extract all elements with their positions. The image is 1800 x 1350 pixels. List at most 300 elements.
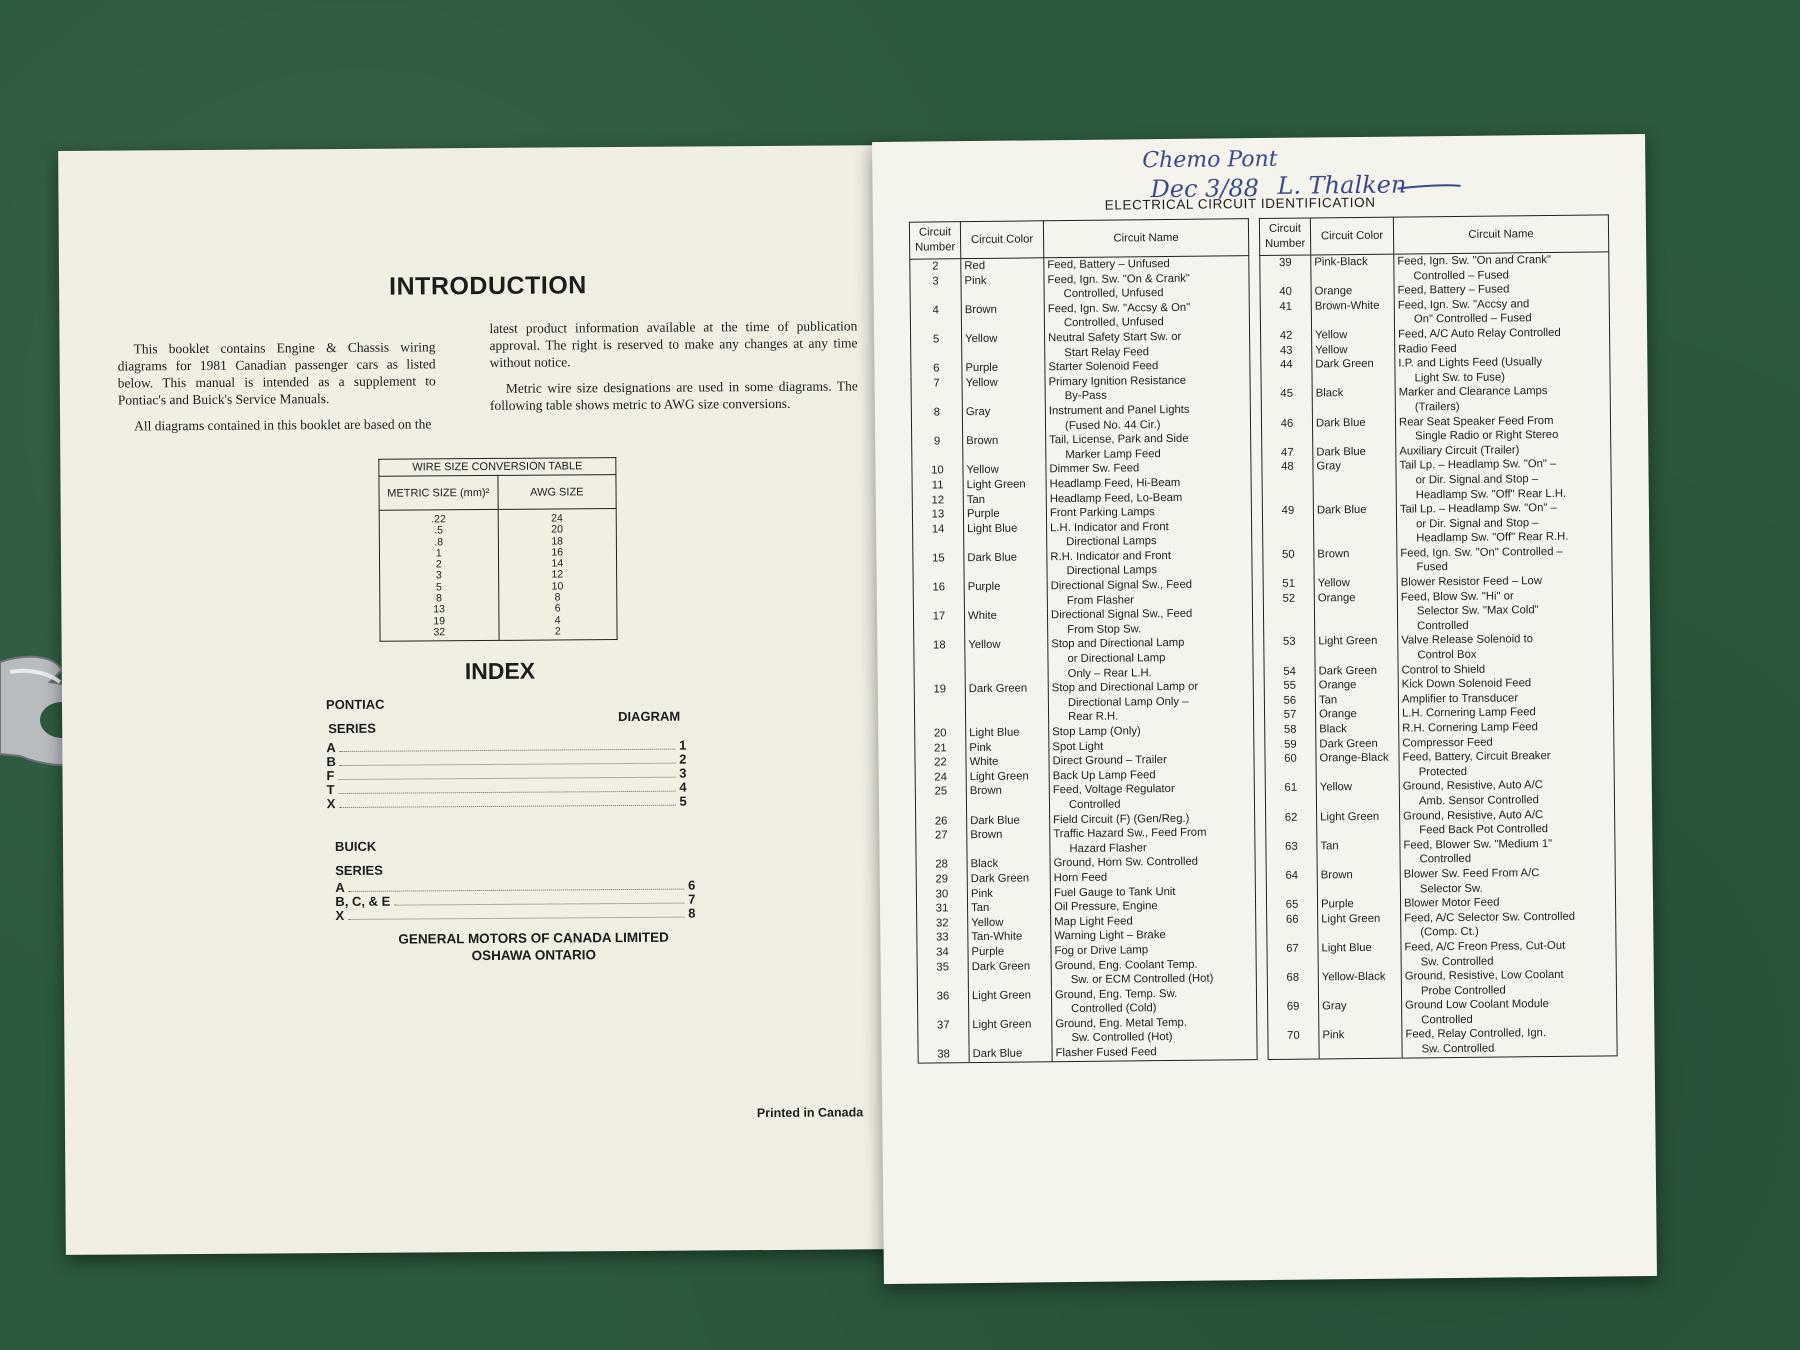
- circuit-color: Gray: [1313, 459, 1396, 504]
- circuit-name-line: Headlamp Sw. "Off" Rear R.H.: [1416, 531, 1569, 545]
- circuit-number: 68: [1267, 971, 1318, 1001]
- circuit-name-line: Ground, Resistive, Low Coolant: [1404, 968, 1564, 983]
- circuit-number: 9: [912, 434, 963, 464]
- circuit-number: 50: [1263, 547, 1314, 577]
- circuit-name-line: Headlamp Feed, Hi-Beam: [1049, 476, 1181, 491]
- circuit-table-left: [909, 218, 1258, 1063]
- circuit-name-line: I.P. and Lights Feed (Usually: [1398, 356, 1543, 370]
- metric-size-header: METRIC SIZE (mm)²: [379, 475, 498, 510]
- circuit-name-line: Ground, Eng. Temp. Sw.: [1054, 987, 1178, 1001]
- wire-size-value: 32: [433, 626, 446, 639]
- wire-size-value: 8: [436, 592, 443, 605]
- circuit-number: 66: [1267, 912, 1318, 942]
- circuit-color: Black: [1312, 386, 1395, 416]
- circuit-name-line: Directional Lamps: [1066, 535, 1157, 549]
- svg-text:L. Thalken: L. Thalken: [1277, 170, 1407, 200]
- wire-size-value: 1: [435, 547, 442, 560]
- publisher-city: OSHAWA ONTARIO: [471, 947, 597, 964]
- circuit-number: 56: [1264, 693, 1315, 708]
- circuit-color-header: Circuit Color: [960, 221, 1043, 259]
- index-series: B: [326, 754, 336, 770]
- circuit-number: 3: [910, 274, 961, 304]
- circuit-name: [1400, 836, 1615, 867]
- table-row: [1263, 544, 1612, 577]
- circuit-name-line: Feed, A/C Auto Relay Controlled: [1398, 326, 1561, 341]
- circuit-name-line: Feed, Ign. Sw. "On & Crank": [1047, 272, 1190, 286]
- circuit-name-line: Protected: [1418, 765, 1468, 779]
- wire-size-value: 20: [551, 523, 563, 536]
- table-row: [914, 636, 1253, 683]
- table-row: [913, 519, 1252, 552]
- wire-size-value: 8: [554, 591, 561, 604]
- circuit-name: [1395, 355, 1610, 386]
- circuit-name: [1046, 431, 1251, 462]
- circuit-number: 32: [917, 916, 968, 931]
- index-series: F: [326, 768, 335, 784]
- circuit-number: 40: [1260, 285, 1311, 300]
- circuit-color: Yellow: [1312, 342, 1395, 357]
- index-diagram-number: 5: [679, 793, 687, 809]
- circuit-number: 10: [912, 463, 963, 478]
- circuit-number: 8: [911, 405, 962, 435]
- circuit-name: [1049, 781, 1254, 812]
- intro-text-col1: [117, 338, 436, 443]
- table-row: [910, 300, 1249, 333]
- circuit-name-line: Controlled (Cold): [1071, 1002, 1157, 1016]
- circuit-name-line: Ground, Horn Sw. Controlled: [1053, 856, 1199, 870]
- circuit-name-line: Stop and Directional Lamp: [1051, 637, 1185, 651]
- circuit-color: Tan: [967, 900, 1050, 915]
- circuit-name-line: Directional Signal Sw., Feed: [1050, 578, 1193, 593]
- svg-text:Dec 3/88: Dec 3/88: [1150, 174, 1260, 204]
- wire-size-value: 12: [551, 568, 564, 582]
- circuit-color: Light Green: [968, 988, 1051, 1018]
- intro-paragraph: latest product information available at the time of publication approval. The right is reserved to make any changes at any time without notice.: [489, 318, 858, 370]
- circuit-name-line: Controlled: [1421, 1013, 1473, 1027]
- circuit-color: Dark Green: [965, 681, 1048, 726]
- circuit-color: White: [964, 609, 1047, 639]
- table-row: [1268, 997, 1617, 1030]
- circuit-color: Pink: [1319, 1028, 1402, 1059]
- circuit-name-line: Spot Light: [1052, 740, 1104, 753]
- circuit-number: 30: [916, 887, 967, 902]
- circuit-color: Tan: [1315, 692, 1398, 707]
- circuit-name-line: Warning Light – Brake: [1054, 929, 1166, 943]
- index-diagram-number: 4: [679, 779, 687, 795]
- circuit-color: Orange: [1315, 707, 1398, 722]
- circuit-color: Dark Green: [968, 959, 1051, 989]
- index-series: X: [335, 907, 345, 924]
- circuit-color: Light Blue: [1318, 940, 1401, 970]
- circuit-name-line: On" Controlled – Fused: [1413, 312, 1532, 326]
- circuit-color: Dark Green: [967, 871, 1050, 886]
- circuit-number: 42: [1261, 328, 1312, 343]
- circuit-color: Dark Green: [1315, 663, 1398, 678]
- circuit-number: 37: [918, 1018, 969, 1048]
- circuit-name: [1048, 636, 1253, 682]
- table-row: [1260, 252, 1609, 285]
- circuit-name-line: Tail Lp. – Headlamp Sw. "On" –: [1399, 502, 1557, 516]
- circuit-name-line: Control Box: [1417, 648, 1477, 662]
- circuit-name-line: Tail Lp. – Headlamp Sw. "On" –: [1399, 458, 1557, 472]
- circuit-color: Dark Blue: [1312, 415, 1395, 445]
- svg-text:Chemo Pont: Chemo Pont: [1142, 146, 1278, 174]
- circuit-name-line: Headlamp Sw. "Off" Rear L.H.: [1415, 487, 1567, 501]
- wire-size-value: 2: [554, 625, 561, 638]
- circuit-name: [1396, 500, 1611, 546]
- circuit-color: Dark Blue: [1313, 503, 1396, 548]
- circuit-name-line: Blower Resistor Feed – Low: [1400, 575, 1543, 589]
- circuit-name-line: By-Pass: [1064, 389, 1107, 403]
- circuit-number: 45: [1261, 387, 1312, 417]
- circuit-color: Purple: [964, 579, 1047, 609]
- circuit-name-line: Controlled, Unfused: [1063, 287, 1164, 301]
- circuit-name-line: Sw. Controlled (Hot): [1071, 1031, 1173, 1045]
- circuit-name-line: Probe Controlled: [1420, 984, 1506, 998]
- circuit-color: Brown-White: [1311, 298, 1394, 328]
- table-row: [1266, 807, 1615, 840]
- circuit-color: Orange: [1315, 678, 1398, 693]
- wire-size-value: 24: [551, 512, 563, 525]
- circuit-color: Dark Blue: [967, 813, 1050, 828]
- buick-series-label: SERIES: [335, 862, 383, 879]
- circuit-number: 55: [1264, 679, 1315, 694]
- wire-size-value: 6: [554, 602, 561, 615]
- circuit-color: Light Green: [1315, 634, 1398, 664]
- circuit-color: Orange: [1311, 284, 1394, 299]
- circuit-color: Yellow: [963, 463, 1046, 478]
- circuit-table-right: [1259, 214, 1618, 1059]
- metric-values: [379, 509, 498, 641]
- leader-dots: [348, 917, 684, 920]
- circuit-color: Black: [967, 857, 1050, 872]
- circuit-color: Tan-White: [968, 930, 1051, 945]
- circuit-name-line: Feed, Battery – Fused: [1397, 283, 1510, 297]
- circuit-name-line: Selector Sw.: [1419, 882, 1483, 895]
- page-title: ELECTRICAL CIRCUIT IDENTIFICATION: [1104, 194, 1376, 213]
- table-row: [1261, 384, 1610, 417]
- wire-size-value: 10: [551, 580, 564, 593]
- circuit-color: Brown: [961, 302, 1044, 332]
- circuit-number: 25: [915, 785, 966, 815]
- circuit-name-line: Kick Down Solenoid Feed: [1401, 677, 1532, 691]
- circuit-name-line: Flasher Fused Feed: [1055, 1046, 1157, 1060]
- circuit-number: 19: [914, 682, 965, 726]
- pontiac-series-label: SERIES: [328, 720, 376, 737]
- circuit-name: [1051, 986, 1256, 1017]
- circuit-name-line: Feed, A/C Freon Press, Cut-Out: [1404, 939, 1566, 954]
- circuit-color: Light Blue: [964, 521, 1047, 551]
- table-row: [1267, 967, 1616, 1000]
- circuit-name: [1045, 329, 1250, 360]
- circuit-name-line: Ground, Eng. Coolant Temp.: [1054, 958, 1198, 972]
- circuit-name-line: Feed Back Pot Controlled: [1419, 823, 1549, 837]
- table-row: [1268, 1026, 1617, 1059]
- circuit-name: [1402, 1026, 1617, 1058]
- circuit-color: Brown: [1317, 868, 1400, 898]
- circuit-color: Light Green: [1317, 809, 1400, 839]
- circuit-color: Pink-Black: [1311, 254, 1394, 285]
- circuit-name-line: Rear Seat Speaker Feed From: [1398, 414, 1554, 429]
- circuit-color: White: [966, 754, 1049, 769]
- circuit-color: Red: [961, 258, 1044, 274]
- circuit-color: Orange-Black: [1316, 751, 1399, 781]
- circuit-name: [1047, 548, 1252, 579]
- circuit-number: 22: [915, 755, 966, 770]
- intro-paragraph: All diagrams contained in this booklet are based on the: [134, 416, 432, 434]
- circuit-name-line: Only – Rear L.H.: [1067, 666, 1152, 680]
- circuit-name: [1398, 632, 1613, 663]
- circuit-name: [1044, 300, 1249, 331]
- circuit-name: [1047, 577, 1252, 608]
- circuit-name-line: Feed, Relay Controlled, Ign.: [1405, 1027, 1547, 1042]
- circuit-number: 4: [910, 303, 961, 333]
- circuit-number: 54: [1264, 664, 1315, 679]
- circuit-name: [1397, 588, 1612, 634]
- circuit-name-line: Directional Signal Sw., Feed: [1050, 608, 1193, 622]
- table-row: [1266, 865, 1615, 898]
- circuit-number: 62: [1266, 810, 1317, 840]
- publisher-name: GENERAL MOTORS OF CANADA LIMITED: [398, 929, 669, 947]
- circuit-number: 39: [1260, 255, 1311, 285]
- circuit-name: [1394, 296, 1609, 327]
- table-row: [1267, 909, 1616, 942]
- circuit-number: 14: [913, 522, 964, 552]
- circuit-name-line: Stop Lamp (Only): [1052, 725, 1141, 739]
- circuit-color: Purple: [962, 360, 1045, 375]
- circuit-name-line: Control to Shield: [1401, 663, 1486, 677]
- circuit-color: Yellow: [1316, 780, 1399, 810]
- circuit-name: [1395, 384, 1610, 415]
- circuit-number: 26: [916, 814, 967, 829]
- circuit-name-line: Directional Lamps: [1066, 564, 1158, 578]
- intro-paragraph: Metric wire size designations are used in some diagrams. The following table shows metric to AWG size conversions.: [489, 378, 858, 413]
- circuit-color: Gray: [1319, 999, 1402, 1029]
- circuit-name-line: Amplifier to Transducer: [1401, 692, 1519, 706]
- circuit-name-line: Feed, Blow Sw. "Hi" or: [1400, 590, 1514, 604]
- circuit-name-line: Dimmer Sw. Feed: [1049, 462, 1140, 476]
- circuit-number: 16: [913, 580, 964, 610]
- circuit-name-line: Compressor Feed: [1402, 736, 1493, 750]
- circuit-number: 20: [915, 726, 966, 741]
- circuit-name-line: Feed, Battery, Circuit Breaker: [1402, 750, 1551, 764]
- index-series: T: [326, 782, 335, 798]
- circuit-name-line: Front Parking Lamps: [1049, 506, 1155, 520]
- circuit-number: 29: [916, 872, 967, 887]
- circuit-name-line: (Fused No. 44 Cir.): [1064, 418, 1161, 432]
- circuit-name-line: Field Circuit (F) (Gen/Reg.): [1053, 812, 1190, 826]
- circuit-name-line: Tail, License, Park and Side: [1049, 432, 1189, 447]
- circuit-number: 27: [916, 828, 967, 858]
- circuit-color: Purple: [963, 506, 1046, 521]
- awg-values: [498, 509, 617, 641]
- circuit-number: 7: [911, 376, 962, 406]
- circuit-number: 15: [913, 551, 964, 581]
- circuit-color: Tan: [963, 492, 1046, 507]
- circuit-color: Dark Blue: [1313, 444, 1396, 459]
- circuit-number: 61: [1265, 781, 1316, 811]
- table-row: [1262, 500, 1611, 547]
- circuit-name-line: Controlled: [1068, 798, 1121, 812]
- circuit-name-line: Amb. Sensor Controlled: [1418, 794, 1539, 808]
- table-row: [1265, 749, 1614, 782]
- circuit-name-line: Controlled: [1419, 853, 1472, 866]
- circuit-name-line: Ground, Resistive, Auto A/C: [1402, 779, 1543, 793]
- wire-table-title: WIRE SIZE CONVERSION TABLE: [379, 458, 616, 477]
- circuit-number-header: Circuit Number: [909, 222, 960, 260]
- circuit-name-line: or Dir. Signal and Stop –: [1415, 473, 1539, 487]
- printed-in-canada: Printed in Canada: [756, 1105, 864, 1121]
- circuit-number: 36: [917, 989, 968, 1019]
- circuit-name-line: Map Light Feed: [1054, 915, 1133, 928]
- circuit-color-header: Circuit Color: [1310, 217, 1393, 255]
- table-row: [913, 548, 1252, 581]
- awg-size-header: AWG SIZE: [497, 475, 616, 510]
- table-row: [1267, 938, 1616, 971]
- circuit-number: 44: [1261, 358, 1312, 388]
- index-diagram-number: 6: [688, 877, 696, 893]
- circuit-name-line: Feed, Blower Sw. "Medium 1": [1403, 837, 1553, 852]
- circuit-number: 64: [1266, 868, 1317, 898]
- circuit-name-line: Instrument and Panel Lights: [1048, 403, 1190, 418]
- leader-dots: [339, 805, 675, 808]
- circuit-name: [1395, 413, 1610, 444]
- circuit-name-line: From Flasher: [1066, 594, 1135, 607]
- circuit-name-line: Directional Lamp Only –: [1067, 695, 1189, 709]
- circuit-color: Brown: [966, 784, 1049, 814]
- index-series: A: [326, 740, 336, 756]
- wire-size-value: 5: [435, 581, 442, 594]
- table-row: [918, 1015, 1257, 1048]
- table-row: [1262, 457, 1611, 504]
- circuit-number: 35: [917, 960, 968, 990]
- circuit-name-line: Horn Feed: [1053, 871, 1108, 885]
- circuit-name-line: Back Up Lamp Feed: [1052, 768, 1156, 783]
- circuit-name-line: Ground Low Coolant Module: [1405, 998, 1549, 1012]
- circuit-color: Yellow: [962, 375, 1045, 405]
- circuit-name-line: L.H. Cornering Lamp Feed: [1401, 706, 1536, 720]
- circuit-number: 43: [1261, 343, 1312, 358]
- circuit-name-line: Fog or Drive Lamp: [1054, 944, 1149, 958]
- circuit-number: 24: [915, 770, 966, 785]
- circuit-name-line: or Directional Lamp: [1067, 652, 1166, 666]
- circuit-color: Pink: [967, 886, 1050, 901]
- index-diagram-number: 3: [679, 765, 687, 781]
- wire-size-value: 19: [433, 614, 446, 628]
- circuit-number: 34: [917, 945, 968, 960]
- circuit-name-line: Starter Solenoid Feed: [1048, 360, 1159, 374]
- index-row: [327, 793, 687, 812]
- circuit-color: Dark Green: [1316, 736, 1399, 751]
- index-diagram-number: 2: [679, 751, 687, 767]
- circuit-name-line: Controlled – Fused: [1413, 269, 1509, 283]
- pontiac-heading: PONTIAC: [325, 696, 385, 713]
- circuit-number: 70: [1268, 1029, 1319, 1059]
- wire-size-table: [378, 457, 617, 642]
- intro-title: INTRODUCTION: [389, 271, 587, 301]
- circuit-name: [1050, 825, 1255, 856]
- table-row: [1264, 632, 1613, 665]
- circuit-number: 58: [1265, 722, 1316, 737]
- circuit-name-line: Sw. or ECM Controlled (Hot): [1070, 972, 1214, 987]
- table-row: [913, 577, 1252, 610]
- circuit-color: Tan: [1317, 838, 1400, 868]
- circuit-name-line: Marker Lamp Feed: [1065, 447, 1161, 461]
- circuit-color: Yellow: [968, 915, 1051, 930]
- circuit-number: 63: [1266, 839, 1317, 869]
- circuit-name-line: Feed, Ign. Sw. "On and Crank": [1397, 253, 1552, 268]
- table-row: [917, 986, 1256, 1019]
- table-row: [912, 431, 1251, 464]
- table-row: [917, 957, 1256, 990]
- circuit-color: Pink: [966, 740, 1049, 755]
- circuit-color: Light Green: [969, 1017, 1052, 1047]
- circuit-color: Pink: [961, 273, 1044, 303]
- index-series: X: [326, 796, 336, 812]
- circuit-number: 49: [1262, 504, 1313, 548]
- circuit-name: [1396, 457, 1611, 503]
- table-row: [911, 402, 1250, 435]
- circuit-name: [1401, 967, 1616, 998]
- circuit-name-line: Primary Ignition Resistance: [1048, 374, 1187, 388]
- circuit-name-line: Feed, Ign. Sw. "Accsy & On": [1047, 301, 1191, 316]
- circuit-number: 53: [1264, 635, 1315, 665]
- circuit-name: [1044, 271, 1249, 302]
- table-row: [913, 606, 1252, 639]
- table-row: [916, 825, 1255, 858]
- circuit-number: 11: [912, 478, 963, 493]
- circuit-name-line: Fused: [1416, 561, 1448, 574]
- circuit-number: 46: [1261, 416, 1312, 446]
- circuit-name-line: (Trailers): [1414, 400, 1460, 414]
- circuit-number: 18: [914, 639, 965, 683]
- circuit-number-header: Circuit Number: [1259, 218, 1310, 256]
- circuit-name: [1400, 865, 1615, 896]
- wire-size-value: .22: [431, 513, 446, 526]
- wire-size-value: 3: [435, 569, 442, 582]
- index-title: INDEX: [464, 657, 536, 685]
- circuit-color: Yellow-Black: [1318, 970, 1401, 1000]
- wire-size-value: 4: [554, 614, 561, 627]
- circuit-name-line: Sw. Controlled: [1420, 955, 1494, 968]
- circuit-name-line: Feed, A/C Selector Sw. Controlled: [1404, 910, 1576, 925]
- wire-size-value: .5: [434, 524, 443, 537]
- circuit-name-line: Controlled: [1417, 619, 1469, 633]
- wire-size-value: 18: [551, 535, 564, 548]
- wire-size-value: 16: [551, 546, 564, 559]
- circuit-name-line: Direct Ground – Trailer: [1052, 754, 1167, 768]
- index-series: B, C, & E: [335, 893, 391, 910]
- circuit-number: 2: [910, 259, 961, 275]
- circuit-color: Brown: [967, 827, 1050, 857]
- circuit-name-line: Valve Release Solenoid to: [1401, 633, 1534, 648]
- circuit-number: 6: [911, 361, 962, 376]
- circuit-color: Purple: [1317, 897, 1400, 912]
- circuit-name: [1400, 807, 1615, 838]
- circuit-color: Brown: [1314, 546, 1397, 576]
- circuit-number: 57: [1264, 708, 1315, 723]
- circuit-number: 38: [918, 1047, 969, 1063]
- publisher: [364, 928, 704, 964]
- circuit-name-line: Stop and Directional Lamp or: [1051, 680, 1199, 695]
- table-row: [914, 679, 1253, 726]
- intro-text-col2: [489, 317, 858, 423]
- table-row: [918, 1044, 1257, 1063]
- index-diagram-number: 7: [688, 891, 696, 907]
- table-row: [915, 781, 1254, 814]
- circuit-name-line: Radio Feed: [1398, 342, 1457, 356]
- circuit-color: Black: [1316, 722, 1399, 737]
